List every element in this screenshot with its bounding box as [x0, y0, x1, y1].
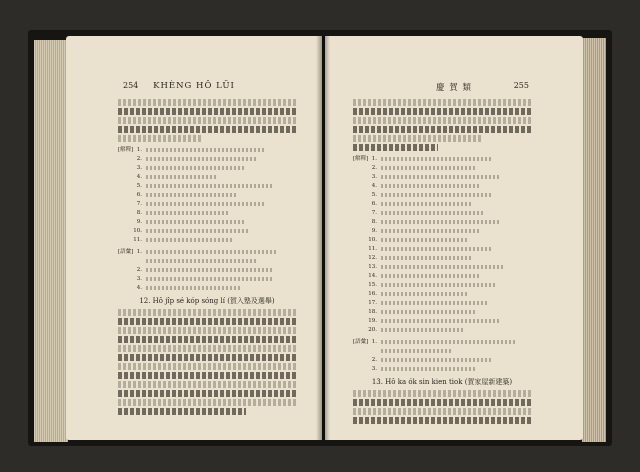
note-line: 20.	[353, 326, 531, 334]
text-line	[353, 135, 481, 142]
left-page-body	[118, 97, 296, 417]
right-notes-1	[353, 155, 531, 334]
book-gutter	[316, 36, 330, 440]
note-line: 5.	[353, 191, 531, 199]
note-line: 15.	[353, 281, 531, 289]
text-line	[353, 417, 531, 424]
note-line: 4.	[353, 182, 531, 190]
note-line: 3.	[353, 173, 531, 181]
left-page-header	[66, 81, 322, 93]
note-line: 14.	[353, 272, 531, 280]
right-notes-2	[353, 338, 531, 373]
text-line	[118, 381, 296, 388]
right-page-number: 255	[513, 81, 529, 90]
right-page-header	[325, 81, 583, 93]
note-line: [解釋] 1.	[118, 146, 296, 154]
note-line: 9.	[353, 227, 531, 235]
right-section-heading: 13. Hô ka ók sin kien tiok (賀家屋新建築)	[371, 378, 513, 386]
text-line	[353, 408, 531, 415]
note-line: 10.	[118, 227, 296, 235]
right-page	[325, 36, 583, 440]
text-line	[118, 135, 203, 142]
text-line	[118, 372, 296, 379]
note-line	[353, 347, 531, 355]
right-page-body	[353, 97, 531, 426]
note-line: 2.	[353, 164, 531, 172]
left-page-number: 254	[123, 81, 139, 90]
text-line	[118, 318, 296, 325]
text-line	[118, 336, 296, 343]
note-line: 4.	[118, 284, 296, 292]
text-line	[353, 126, 531, 133]
note-line: 9.	[118, 218, 296, 226]
text-line	[353, 117, 531, 124]
note-line	[118, 257, 296, 265]
note-line: 16.	[353, 290, 531, 298]
note-line: [語彙] 1.	[118, 248, 296, 256]
text-line	[118, 363, 296, 370]
note-line: 13.	[353, 263, 531, 271]
left-notes-2	[118, 248, 296, 292]
note-line: 12.	[353, 254, 531, 262]
note-line: [語彙] 1.	[353, 338, 531, 346]
text-line	[118, 399, 296, 406]
note-line: 18.	[353, 308, 531, 316]
note-line: 11.	[353, 245, 531, 253]
left-notes-1	[118, 146, 296, 244]
note-line: 3.	[353, 365, 531, 373]
left-page-stack	[34, 40, 68, 442]
left-page	[66, 36, 322, 440]
right-running-title: 慶 賀 類	[436, 83, 472, 93]
text-line	[118, 117, 296, 124]
note-line: 3.	[118, 275, 296, 283]
left-section-heading: 12. Hô jîp sé kóp sóng lí (賀入塾及選舉)	[139, 297, 275, 305]
note-line: 7.	[118, 200, 296, 208]
note-line: 5.	[118, 182, 296, 190]
text-line	[118, 309, 296, 316]
note-line: 7.	[353, 209, 531, 217]
text-line	[353, 399, 531, 406]
text-line	[118, 126, 296, 133]
note-line: 8.	[118, 209, 296, 217]
note-line: 2.	[118, 155, 296, 163]
note-line: 2.	[118, 266, 296, 274]
note-line: 10.	[353, 236, 531, 244]
text-line	[353, 144, 438, 151]
text-line	[353, 99, 531, 106]
text-line	[118, 345, 296, 352]
note-line: 6.	[118, 191, 296, 199]
right-page-stack	[582, 38, 606, 442]
note-line: 19.	[353, 317, 531, 325]
left-running-title: KHÈNG HÔ LÜI	[153, 81, 235, 91]
note-line: 6.	[353, 200, 531, 208]
note-line: 3.	[118, 164, 296, 172]
text-line	[118, 390, 296, 397]
note-line: 4.	[118, 173, 296, 181]
note-line: [解釋] 1.	[353, 155, 531, 163]
note-line: 11.	[118, 236, 296, 244]
note-line: 17.	[353, 299, 531, 307]
note-line: 8.	[353, 218, 531, 226]
text-line	[118, 408, 246, 415]
note-line: 2.	[353, 356, 531, 364]
text-line	[118, 108, 296, 115]
text-line	[353, 108, 531, 115]
text-line	[353, 390, 531, 397]
text-line	[118, 99, 296, 106]
text-line	[118, 354, 296, 361]
text-line	[118, 327, 296, 334]
